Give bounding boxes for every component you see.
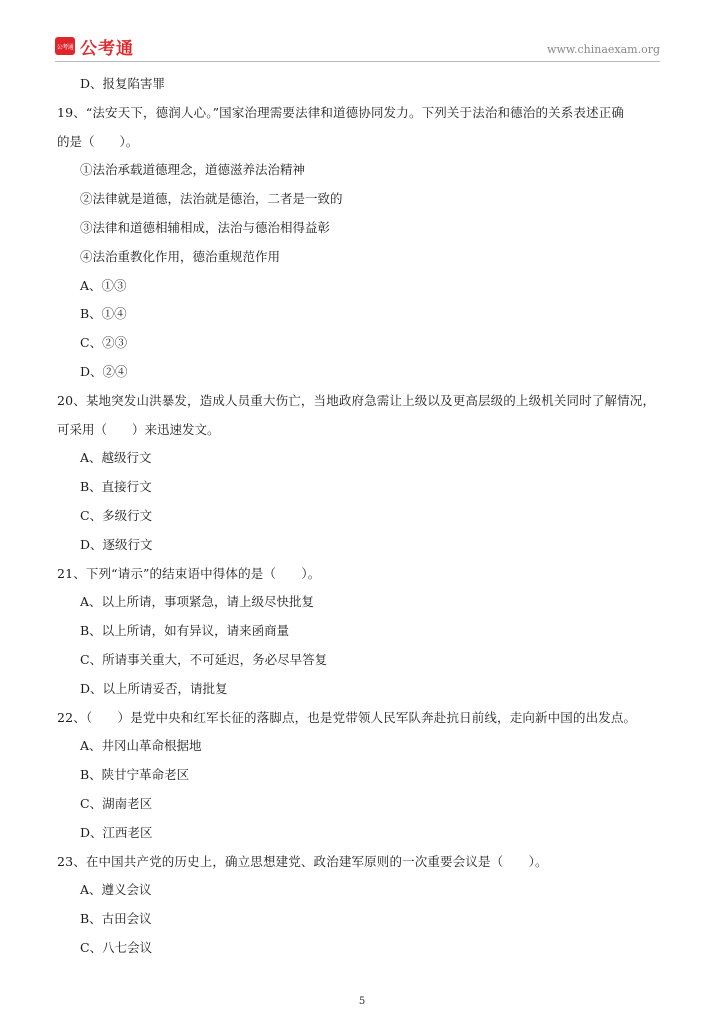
answer-option: C、湖南老区 <box>80 795 153 811</box>
answer-option: C、②③ <box>80 335 128 351</box>
answer-option: C、八七会议 <box>80 939 153 955</box>
answer-option: A、井冈山革命根据地 <box>80 738 202 754</box>
question-line: 20、某地突发山洪暴发，造成人员重大伤亡，当地政府急需让上级以及更高层级的上级机关同时了解情况， <box>57 392 656 408</box>
page-number: 5 <box>358 996 366 1007</box>
logo-badge-icon: 公考通 <box>55 37 75 55</box>
header-divider <box>55 61 660 62</box>
answer-option: A、以上所请，事项紧急，请上级尽快批复 <box>80 594 315 610</box>
statement-item: ③法律和道德相辅相成，法治与德治相得益彰 <box>80 219 331 235</box>
answer-option: B、直接行文 <box>80 479 152 495</box>
site-url: www.chinaexam.org <box>547 43 660 56</box>
question-content <box>57 70 669 963</box>
answer-option: D、以上所请妥否，请批复 <box>80 680 228 696</box>
question-continuation: 可采用（ ）来迅速发文。 <box>57 421 220 437</box>
statement-item: ④法治重教化作用，德治重规范作用 <box>80 248 281 264</box>
answer-option: B、陕甘宁革命老区 <box>80 767 190 783</box>
brand-logo <box>55 35 134 57</box>
statement-item: ①法治承载道德理念，道德滋养法治精神 <box>80 162 306 178</box>
answer-option: D、②④ <box>80 363 128 379</box>
answer-option: A、越级行文 <box>80 450 152 466</box>
statement-item: ②法律就是道德，法治就是德治，二者是一致的 <box>80 191 343 207</box>
question-continuation: 的是（ ）。 <box>57 133 139 149</box>
answer-option: B、古田会议 <box>80 911 152 927</box>
answer-option: D、逐级行文 <box>80 536 153 552</box>
answer-option: D、江西老区 <box>80 824 153 840</box>
question-line: 21、下列“请示”的结束语中得体的是（ ）。 <box>57 565 321 581</box>
answer-option: C、所请事关重大，不可延迟，务必尽早答复 <box>80 651 328 667</box>
question-line: 22、（ ）是党中央和红军长征的落脚点，也是党带领人民军队奔赴抗日前线，走向新中国的出发点。 <box>57 709 637 725</box>
answer-option: B、以上所请，如有异议，请来函商量 <box>80 623 290 639</box>
answer-option: D、报复陷害罪 <box>80 76 166 91</box>
answer-option: B、①④ <box>80 306 127 322</box>
question-line: 19、“法安天下，德润人心。”国家治理需要法律和道德协同发力。下列关于法治和德治的关系表述正确 <box>57 104 624 120</box>
answer-option: C、多级行文 <box>80 507 153 523</box>
answer-option: A、遵义会议 <box>80 882 152 898</box>
question-line: 23、在中国共产党的历史上，确立思想建党、政治建军原则的一次重要会议是（ ）。 <box>57 853 548 869</box>
logo-text: 公考通 <box>80 38 134 59</box>
answer-option: A、①③ <box>80 277 127 293</box>
page-header <box>0 0 724 66</box>
